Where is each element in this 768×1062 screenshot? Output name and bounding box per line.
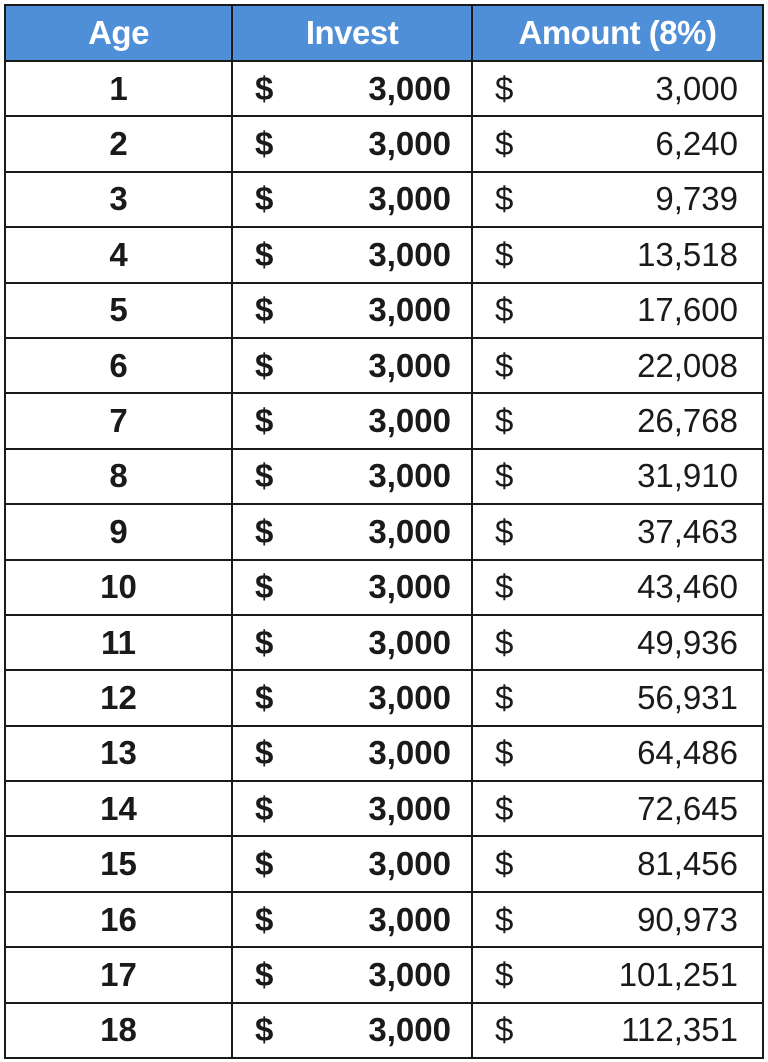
amount-value: 9,739: [655, 180, 738, 218]
table-body: [5, 61, 763, 1058]
age-cell: 13: [5, 726, 232, 781]
currency-symbol: $: [255, 568, 274, 606]
currency-symbol: $: [495, 402, 514, 440]
age-cell: 17: [5, 947, 232, 1002]
invest-value: 3,000: [368, 125, 451, 163]
currency-symbol: $: [495, 678, 514, 716]
currency-symbol: $: [255, 457, 274, 495]
currency-symbol: $: [495, 734, 514, 772]
header-amount: Amount (8%): [472, 5, 763, 61]
amount-money: [473, 394, 762, 447]
currency-symbol: $: [255, 678, 274, 716]
amount-value: 72,645: [637, 789, 738, 827]
invest-cell: [232, 504, 472, 559]
currency-symbol: $: [495, 900, 514, 938]
invest-value: 3,000: [368, 346, 451, 384]
invest-cell: [232, 338, 472, 393]
header-row: [5, 5, 763, 61]
amount-money: [473, 727, 762, 780]
amount-value: 22,008: [637, 346, 738, 384]
invest-value: 3,000: [368, 789, 451, 827]
amount-money: [473, 173, 762, 226]
invest-money: [233, 1004, 471, 1057]
amount-money: [473, 284, 762, 337]
amount-money: [473, 505, 762, 558]
invest-cell: [232, 393, 472, 448]
table-row: [5, 283, 763, 338]
invest-value: 3,000: [368, 955, 451, 993]
age-cell: 12: [5, 670, 232, 725]
amount-cell: [472, 781, 763, 836]
invest-cell: [232, 781, 472, 836]
investment-table: [4, 4, 764, 1059]
amount-money: [473, 339, 762, 392]
age-cell: 3: [5, 172, 232, 227]
currency-symbol: $: [255, 955, 274, 993]
amount-cell: [472, 227, 763, 282]
amount-value: 3,000: [655, 69, 738, 107]
amount-cell: [472, 283, 763, 338]
invest-money: [233, 394, 471, 447]
amount-value: 26,768: [637, 402, 738, 440]
amount-money: [473, 561, 762, 614]
amount-cell: [472, 504, 763, 559]
currency-symbol: $: [255, 402, 274, 440]
currency-symbol: $: [255, 845, 274, 883]
invest-money: [233, 284, 471, 337]
invest-money: [233, 948, 471, 1001]
invest-money: [233, 893, 471, 946]
invest-money: [233, 671, 471, 724]
amount-cell: [472, 172, 763, 227]
amount-money: [473, 616, 762, 669]
age-cell: 8: [5, 449, 232, 504]
invest-money: [233, 450, 471, 503]
invest-cell: [232, 892, 472, 947]
amount-money: [473, 948, 762, 1001]
age-cell: 14: [5, 781, 232, 836]
amount-value: 112,351: [621, 1011, 738, 1049]
invest-cell: [232, 283, 472, 338]
invest-value: 3,000: [368, 845, 451, 883]
invest-money: [233, 561, 471, 614]
currency-symbol: $: [255, 125, 274, 163]
age-cell: 15: [5, 836, 232, 891]
table-row: [5, 338, 763, 393]
amount-cell: [472, 726, 763, 781]
invest-value: 3,000: [368, 568, 451, 606]
invest-money: [233, 505, 471, 558]
age-cell: 4: [5, 227, 232, 282]
table-row: [5, 836, 763, 891]
age-cell: 6: [5, 338, 232, 393]
amount-cell: [472, 393, 763, 448]
amount-money: [473, 671, 762, 724]
table-row: [5, 504, 763, 559]
amount-cell: [472, 338, 763, 393]
invest-cell: [232, 615, 472, 670]
invest-cell: [232, 61, 472, 116]
amount-cell: [472, 116, 763, 171]
table-row: [5, 172, 763, 227]
invest-money: [233, 782, 471, 835]
invest-money: [233, 117, 471, 170]
amount-value: 13,518: [637, 235, 738, 273]
currency-symbol: $: [495, 291, 514, 329]
amount-money: [473, 117, 762, 170]
invest-value: 3,000: [368, 623, 451, 661]
age-cell: 1: [5, 61, 232, 116]
amount-value: 90,973: [637, 900, 738, 938]
invest-money: [233, 616, 471, 669]
age-cell: 7: [5, 393, 232, 448]
invest-money: [233, 228, 471, 281]
invest-money: [233, 339, 471, 392]
invest-value: 3,000: [368, 512, 451, 550]
invest-value: 3,000: [368, 291, 451, 329]
table-row: [5, 393, 763, 448]
amount-money: [473, 228, 762, 281]
invest-cell: [232, 947, 472, 1002]
invest-money: [233, 62, 471, 115]
amount-value: 81,456: [637, 845, 738, 883]
currency-symbol: $: [255, 1011, 274, 1049]
amount-value: 43,460: [637, 568, 738, 606]
currency-symbol: $: [495, 125, 514, 163]
table-row: [5, 726, 763, 781]
currency-symbol: $: [255, 900, 274, 938]
invest-value: 3,000: [368, 402, 451, 440]
amount-cell: [472, 61, 763, 116]
header-age: Age: [5, 5, 232, 61]
amount-money: [473, 1004, 762, 1057]
table-row: [5, 61, 763, 116]
invest-cell: [232, 1003, 472, 1058]
currency-symbol: $: [255, 512, 274, 550]
invest-value: 3,000: [368, 69, 451, 107]
amount-value: 17,600: [637, 291, 738, 329]
currency-symbol: $: [495, 789, 514, 827]
currency-symbol: $: [255, 235, 274, 273]
amount-cell: [472, 836, 763, 891]
currency-symbol: $: [495, 568, 514, 606]
invest-value: 3,000: [368, 734, 451, 772]
age-cell: 2: [5, 116, 232, 171]
amount-value: 37,463: [637, 512, 738, 550]
age-cell: 18: [5, 1003, 232, 1058]
currency-symbol: $: [255, 346, 274, 384]
invest-money: [233, 727, 471, 780]
amount-cell: [472, 892, 763, 947]
amount-money: [473, 837, 762, 890]
invest-cell: [232, 116, 472, 171]
invest-cell: [232, 172, 472, 227]
currency-symbol: $: [495, 623, 514, 661]
table-row: [5, 947, 763, 1002]
table-row: [5, 615, 763, 670]
invest-money: [233, 837, 471, 890]
amount-value: 31,910: [637, 457, 738, 495]
amount-value: 6,240: [655, 125, 738, 163]
amount-value: 56,931: [637, 678, 738, 716]
amount-cell: [472, 560, 763, 615]
currency-symbol: $: [495, 512, 514, 550]
invest-cell: [232, 836, 472, 891]
table-row: [5, 892, 763, 947]
currency-symbol: $: [255, 734, 274, 772]
amount-money: [473, 62, 762, 115]
currency-symbol: $: [255, 623, 274, 661]
invest-money: [233, 173, 471, 226]
currency-symbol: $: [495, 457, 514, 495]
invest-value: 3,000: [368, 678, 451, 716]
amount-value: 49,936: [637, 623, 738, 661]
invest-cell: [232, 560, 472, 615]
age-cell: 11: [5, 615, 232, 670]
amount-value: 64,486: [637, 734, 738, 772]
amount-cell: [472, 670, 763, 725]
age-cell: 16: [5, 892, 232, 947]
currency-symbol: $: [255, 291, 274, 329]
age-cell: 5: [5, 283, 232, 338]
currency-symbol: $: [495, 69, 514, 107]
currency-symbol: $: [255, 789, 274, 827]
currency-symbol: $: [495, 346, 514, 384]
currency-symbol: $: [495, 955, 514, 993]
amount-money: [473, 782, 762, 835]
age-cell: 9: [5, 504, 232, 559]
table-row: [5, 781, 763, 836]
invest-cell: [232, 670, 472, 725]
invest-value: 3,000: [368, 1011, 451, 1049]
invest-value: 3,000: [368, 180, 451, 218]
currency-symbol: $: [255, 180, 274, 218]
invest-cell: [232, 726, 472, 781]
header-invest: Invest: [232, 5, 472, 61]
age-cell: 10: [5, 560, 232, 615]
table-row: [5, 227, 763, 282]
currency-symbol: $: [495, 235, 514, 273]
amount-cell: [472, 1003, 763, 1058]
table-header: [5, 5, 763, 61]
currency-symbol: $: [495, 845, 514, 883]
invest-value: 3,000: [368, 235, 451, 273]
table-row: [5, 670, 763, 725]
table-row: [5, 116, 763, 171]
invest-value: 3,000: [368, 900, 451, 938]
invest-cell: [232, 449, 472, 504]
amount-money: [473, 450, 762, 503]
table-row: [5, 560, 763, 615]
amount-money: [473, 893, 762, 946]
table-row: [5, 449, 763, 504]
invest-value: 3,000: [368, 457, 451, 495]
amount-cell: [472, 615, 763, 670]
currency-symbol: $: [255, 69, 274, 107]
amount-cell: [472, 947, 763, 1002]
currency-symbol: $: [495, 1011, 514, 1049]
currency-symbol: $: [495, 180, 514, 218]
amount-value: 101,251: [618, 955, 738, 993]
invest-cell: [232, 227, 472, 282]
table-row: [5, 1003, 763, 1058]
amount-cell: [472, 449, 763, 504]
